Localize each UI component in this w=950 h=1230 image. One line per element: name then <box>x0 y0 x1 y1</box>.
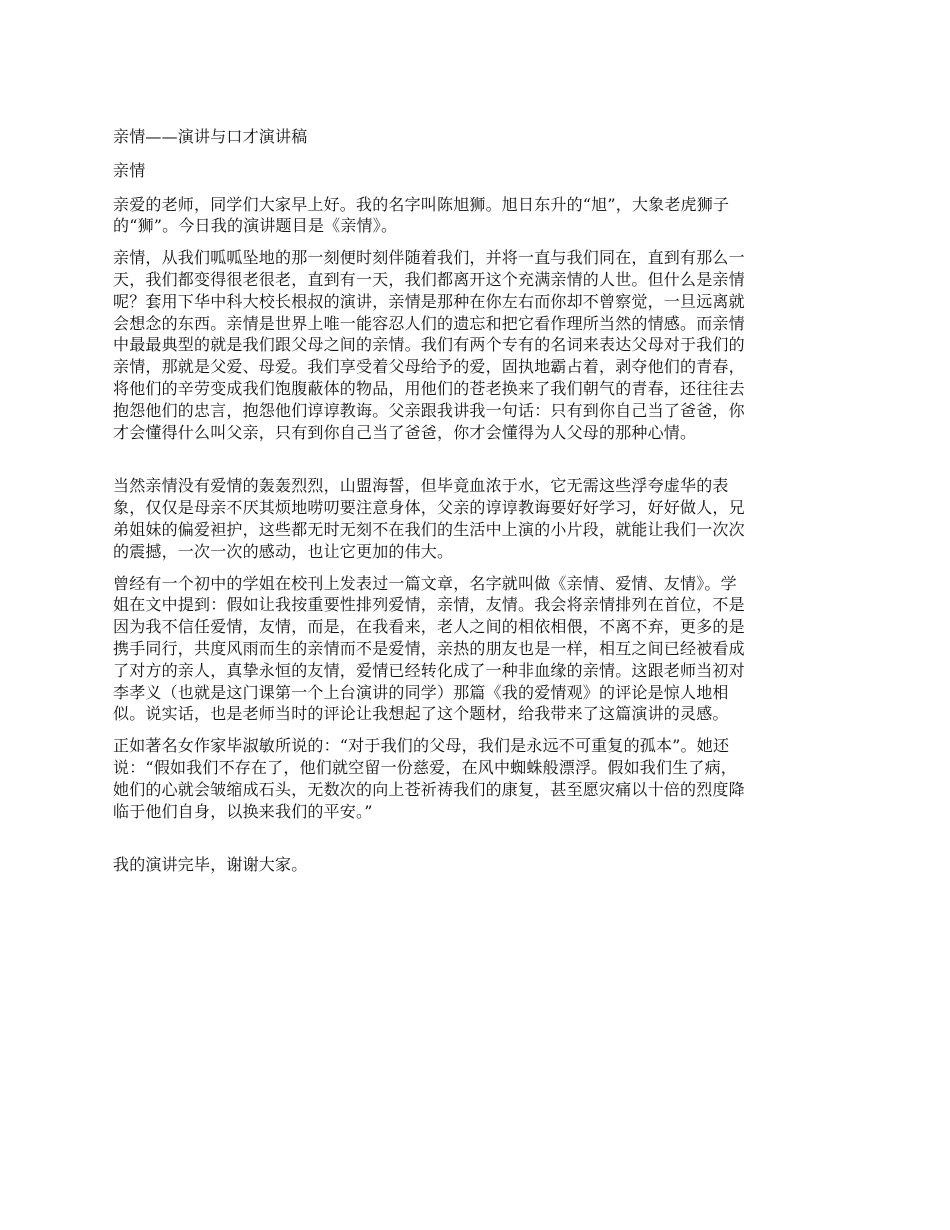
text-line: 正如著名女作家毕淑敏所说的：“对于我们的父母，我们是永远不可重复的孤本”。她还 <box>113 736 730 756</box>
text-line: 曾经有一个初中的学姐在校刊上发表过一篇文章，名字就叫做《亲情、爱情、友情》。学 <box>113 573 737 593</box>
section-heading: 亲情 <box>113 160 146 180</box>
closing-line: 我的演讲完毕，谢谢大家。 <box>113 855 308 875</box>
text-line: 姐在文中提到：假如让我按重要性排列爱情，亲情，友情。我会将亲情排列在首位，不是 <box>113 595 745 615</box>
text-line: 临于他们自身，以换来我们的平安。” <box>113 801 373 821</box>
text-line: 的震撼，一次一次的感动，也让它更加的伟大。 <box>113 541 454 561</box>
document-body <box>113 126 840 886</box>
text-line: 她们的心就会皱缩成石头，无数次的向上苍祈祷我们的康复，甚至愿灾痛以十倍的烈度降 <box>113 779 745 799</box>
text-line: 才会懂得什么叫父亲，只有到你自己当了爸爸，你才会懂得为人父母的那种心情。 <box>113 422 697 442</box>
paragraph-greeting <box>113 194 840 238</box>
document-title: 亲情——演讲与口才演讲稿 <box>113 127 308 146</box>
text-line: 当然亲情没有爱情的轰轰烈烈，山盟海誓，但毕竟血浓于水，它无需这些浮夸虚华的表 <box>113 476 729 496</box>
text-line: 携手同行，共度风雨而生的亲情而不是爱情，亲热的朋友也是一样，相互之间已经被看成 <box>113 638 745 658</box>
paragraph-blood-thicker-than-water <box>113 475 840 562</box>
text-line: 因为我不信任爱情，友情，而是，在我看来，老人之间的相依相偎，不离不弃，更多的是 <box>113 617 745 637</box>
paragraph-school-article <box>113 573 840 726</box>
text-line: 弟姐妹的偏爱袒护，这些都无时无刻不在我们的生活中上演的小片段，就能让我们一次次 <box>113 519 745 539</box>
text-line: 象，仅仅是母亲不厌其烦地唠叨要注意身体，父亲的谆谆教诲要好好学习，好好做人，兄 <box>113 498 745 518</box>
text-line: 抱怨他们的忠言，抱怨他们谆谆教诲。父亲跟我讲我一句话：只有到你自己当了爸爸，你 <box>113 400 745 420</box>
paragraph-what-is-family-love <box>113 247 840 443</box>
text-line: 中最最典型的就是我们跟父母之间的亲情。我们有两个专有的名词来表达父母对于我们的 <box>113 335 745 355</box>
text-line: 呢？套用下华中科大校长根叔的演讲，亲情是那种在你左右而你却不曾察觉，一旦远离就 <box>113 291 745 311</box>
text-line: 似。说实话，也是老师当时的评论让我想起了这个题材，给我带来了这篇演讲的灵感。 <box>113 704 729 724</box>
text-line: 的“狮”。今日我的演讲题目是《亲情》。 <box>113 216 398 236</box>
text-line: 李孝义（也就是这门课第一个上台演讲的同学）那篇《我的爱情观》的评论是惊人地相 <box>113 682 729 702</box>
text-line: 会想念的东西。亲情是世界上唯一能容忍人们的遗忘和把它看作理所当然的情感。而亲情 <box>113 313 745 333</box>
text-line: 亲爱的老师，同学们大家早上好。我的名字叫陈旭狮。旭日东升的“旭”，大象老虎狮子 <box>113 194 730 214</box>
text-line: 亲情，那就是父爱、母爱。我们享受着父母给予的爱，固执地霸占着，剥夺他们的青春， <box>113 357 745 377</box>
text-line: 将他们的辛劳变成我们饱腹蔽体的物品，用他们的苍老换来了我们朝气的青春，还往往去 <box>113 378 745 398</box>
text-line: 了对方的亲人，真挚永恒的友情，爱情已经转化成了一种非血缘的亲情。这跟老师当初对 <box>113 660 745 680</box>
paragraph-quote <box>113 735 840 822</box>
text-line: 亲情，从我们呱呱坠地的那一刻便时刻伴随着我们，并将一直与我们同在，直到有那么一 <box>113 248 745 268</box>
text-line: 说：“假如我们不存在了，他们就空留一份慈爱，在风中蜘蛛般漂浮。假如我们生了病， <box>113 757 737 777</box>
text-line: 天，我们都变得很老很老，直到有一天，我们都离开这个充满亲情的人世。但什么是亲情 <box>113 269 745 289</box>
